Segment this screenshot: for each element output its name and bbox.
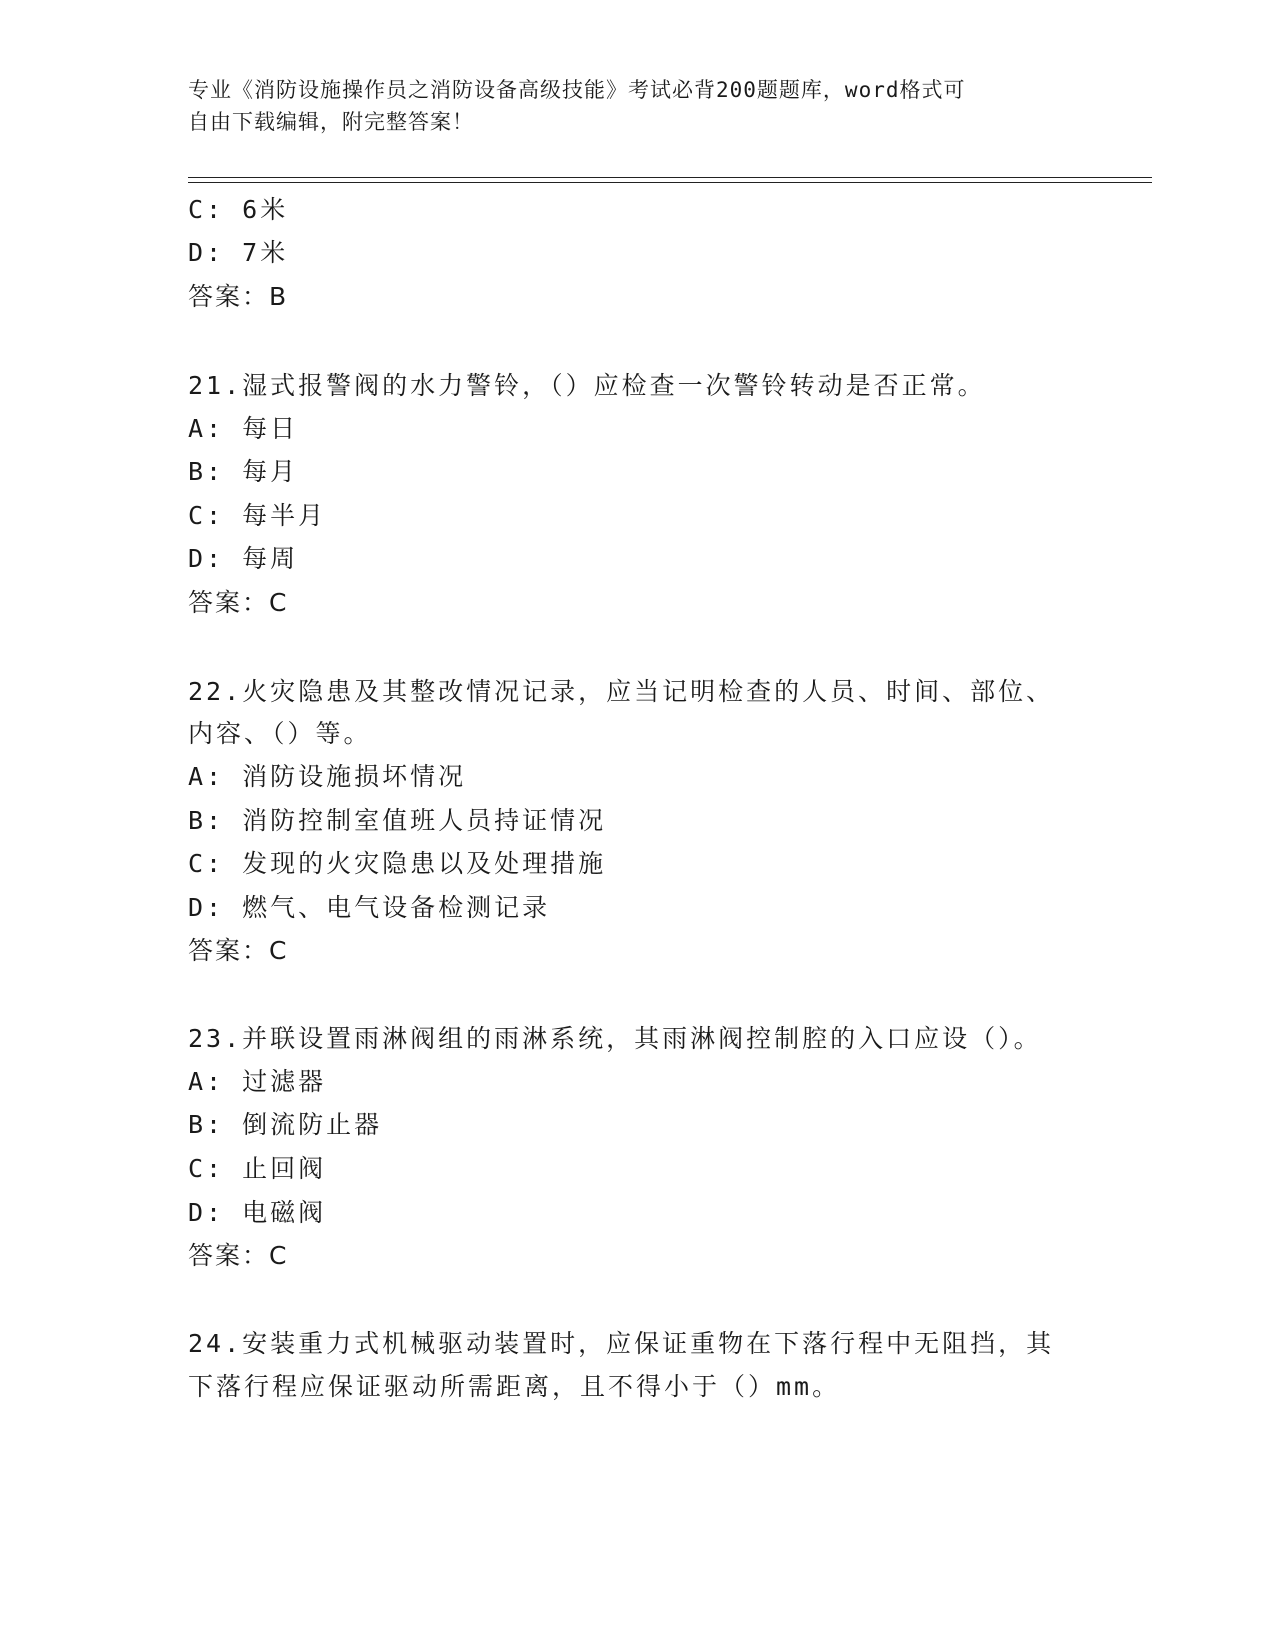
question-22-option-a: A: 消防设施损坏情况 [188,762,467,791]
question-24-stem-line-2: 下落行程应保证驱动所需距离，且不得小于（）mm。 [188,1372,841,1401]
question-23-stem: 23.并联设置雨淋阀组的雨淋系统，其雨淋阀控制腔的入口应设（）。 [188,1024,1042,1053]
question-22-answer: 答案：C [188,936,289,965]
header-line-2: 自由下载编辑，附完整答案！ [188,110,474,134]
question-23-option-c: C: 止回阀 [188,1154,327,1183]
prev-option-d: D: 7米 [188,238,289,267]
document-header [188,74,1068,138]
prev-option-c: C: 6米 [188,195,289,224]
question-22-option-b: B: 消防控制室值班人员持证情况 [188,806,607,835]
question-23-option-d: D: 电磁阀 [188,1198,327,1227]
header-rule-bottom [188,182,1152,183]
header-line-1: 专业《消防设施操作员之消防设备高级技能》考试必背200题题库，word格式可 [188,78,966,102]
question-21-option-d: D: 每周 [188,544,299,573]
question-23-answer: 答案：C [188,1241,289,1270]
question-22-stem-line-2: 内容、（）等。 [188,719,372,748]
question-21-option-c: C: 每半月 [188,501,327,530]
question-21-answer: 答案：C [188,588,289,617]
question-21-stem: 21.湿式报警阀的水力警铃，（）应检查一次警铃转动是否正常。 [188,371,986,400]
question-21-option-b: B: 每月 [188,457,299,486]
question-21-option-a: A: 每日 [188,414,299,443]
header-rule-top [188,177,1152,178]
question-22-option-c: C: 发现的火灾隐患以及处理措施 [188,849,607,878]
question-23-option-b: B: 倒流防止器 [188,1110,383,1139]
question-22-stem-line-1: 22.火灾隐患及其整改情况记录，应当记明检查的人员、时间、部位、 [188,677,1055,706]
prev-answer: 答案：B [188,282,289,311]
question-22-option-d: D: 燃气、电气设备检测记录 [188,893,551,922]
question-23-option-a: A: 过滤器 [188,1067,327,1096]
question-24-stem-line-1: 24.安装重力式机械驱动装置时，应保证重物在下落行程中无阻挡，其 [188,1329,1055,1358]
